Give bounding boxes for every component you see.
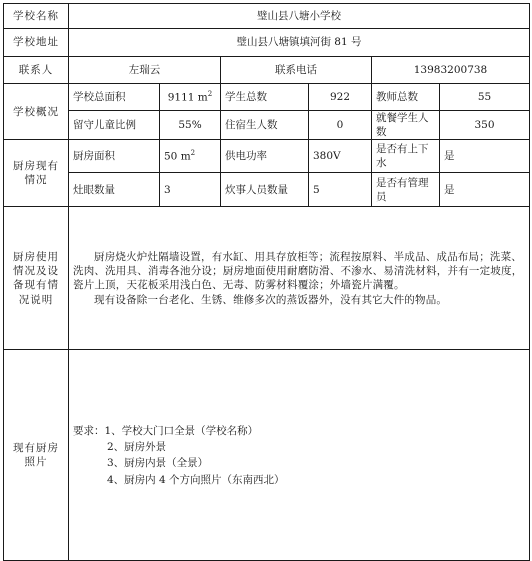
power-label: 供电功率 xyxy=(221,140,309,173)
row-overview-2 xyxy=(4,111,530,140)
students-value: 922 xyxy=(309,84,372,111)
school-area-label: 学校总面积 xyxy=(69,84,160,111)
usage-paragraph-2: 现有设备除一台老化、生锈、维修多次的蒸饭器外，没有其它大件的物品。 xyxy=(94,293,448,306)
phone-value: 13983200738 xyxy=(372,57,530,84)
school-address-label: 学校地址 xyxy=(4,29,69,57)
school-name-value: 璧山县八塘小学校 xyxy=(69,4,530,29)
kitchen-area-unit-sup: 2 xyxy=(190,149,196,157)
kitchen-area-value: 50 m xyxy=(164,150,191,163)
overview-section-label: 学校概况 xyxy=(4,84,69,140)
photo-req-item-1: 1、学校大门口全景（学校名称） xyxy=(104,424,259,437)
school-area-value: 9111 m xyxy=(167,91,208,104)
left-behind-label: 留守儿童比例 xyxy=(69,111,160,140)
school-area-unit-sup: 2 xyxy=(207,89,213,98)
kitchen-area-label: 厨房面积 xyxy=(69,140,160,173)
photo-req-item-3: 3、厨房内景（全景） xyxy=(107,457,209,470)
boarding-value: 0 xyxy=(309,111,372,140)
photo-req-item-2: 2、厨房外景 xyxy=(107,441,167,454)
row-school-name xyxy=(4,4,530,29)
stoves-value: 3 xyxy=(160,173,221,207)
stoves-label: 灶眼数量 xyxy=(69,173,160,207)
staff-value: 5 xyxy=(309,173,372,207)
boarding-label: 住宿生人数 xyxy=(221,111,309,140)
manager-label: 是否有管理员 xyxy=(372,173,440,207)
dining-value: 350 xyxy=(440,111,530,140)
teachers-value: 55 xyxy=(440,84,530,111)
photo-req-prefix: 要求： xyxy=(73,424,105,437)
kitchen-area-cell xyxy=(160,140,221,173)
left-behind-value: 55% xyxy=(160,111,221,140)
photo-req-item-4: 4、厨房内 4 个方向照片（东南西北） xyxy=(107,473,285,486)
power-value: 380V xyxy=(309,140,372,173)
row-overview-1 xyxy=(4,84,530,111)
survey-table xyxy=(3,3,530,561)
phone-label: 联系电话 xyxy=(221,57,372,84)
row-photos xyxy=(4,350,530,561)
school-area-cell xyxy=(160,84,221,111)
row-kitchen-1 xyxy=(4,140,530,173)
usage-description xyxy=(69,207,530,350)
water-value: 是 xyxy=(440,140,530,173)
contact-value: 左瑞云 xyxy=(69,57,221,84)
kitchen-section-label: 厨房现有情况 xyxy=(4,140,69,207)
contact-label: 联系人 xyxy=(4,57,69,84)
dining-label: 就餐学生人数 xyxy=(372,111,440,140)
photos-section-label: 现有厨房照片 xyxy=(4,350,69,561)
staff-label: 炊事人员数量 xyxy=(221,173,309,207)
water-label: 是否有上下水 xyxy=(372,140,440,173)
manager-value: 是 xyxy=(440,173,530,207)
photo-req-line-1 xyxy=(73,423,525,439)
students-label: 学生总数 xyxy=(221,84,309,111)
usage-section-label: 厨房使用情况及设备现有情况说明 xyxy=(4,207,69,350)
usage-paragraph-1: 厨房烧火炉灶隔墙设置，有水缸、用具存放柜等；流程按原料、半成品、成品布局；洗菜、洗肉、洗用具、消毒各池分设；厨房地面使用耐磨防滑、不渗水、易清洗材料，并有一定坡度，瓷片上顶，天花板采用浅白色、无毒、防雾材料覆涂；外墙瓷片满覆。 xyxy=(73,251,523,292)
school-address-value: 璧山县八塘镇填河街 81 号 xyxy=(69,29,530,57)
photo-requirements xyxy=(69,350,530,561)
school-name-label: 学校名称 xyxy=(4,4,69,29)
teachers-label: 教师总数 xyxy=(372,84,440,111)
row-kitchen-2 xyxy=(4,173,530,207)
row-school-address xyxy=(4,29,530,57)
row-usage xyxy=(4,207,530,350)
row-contact xyxy=(4,57,530,84)
